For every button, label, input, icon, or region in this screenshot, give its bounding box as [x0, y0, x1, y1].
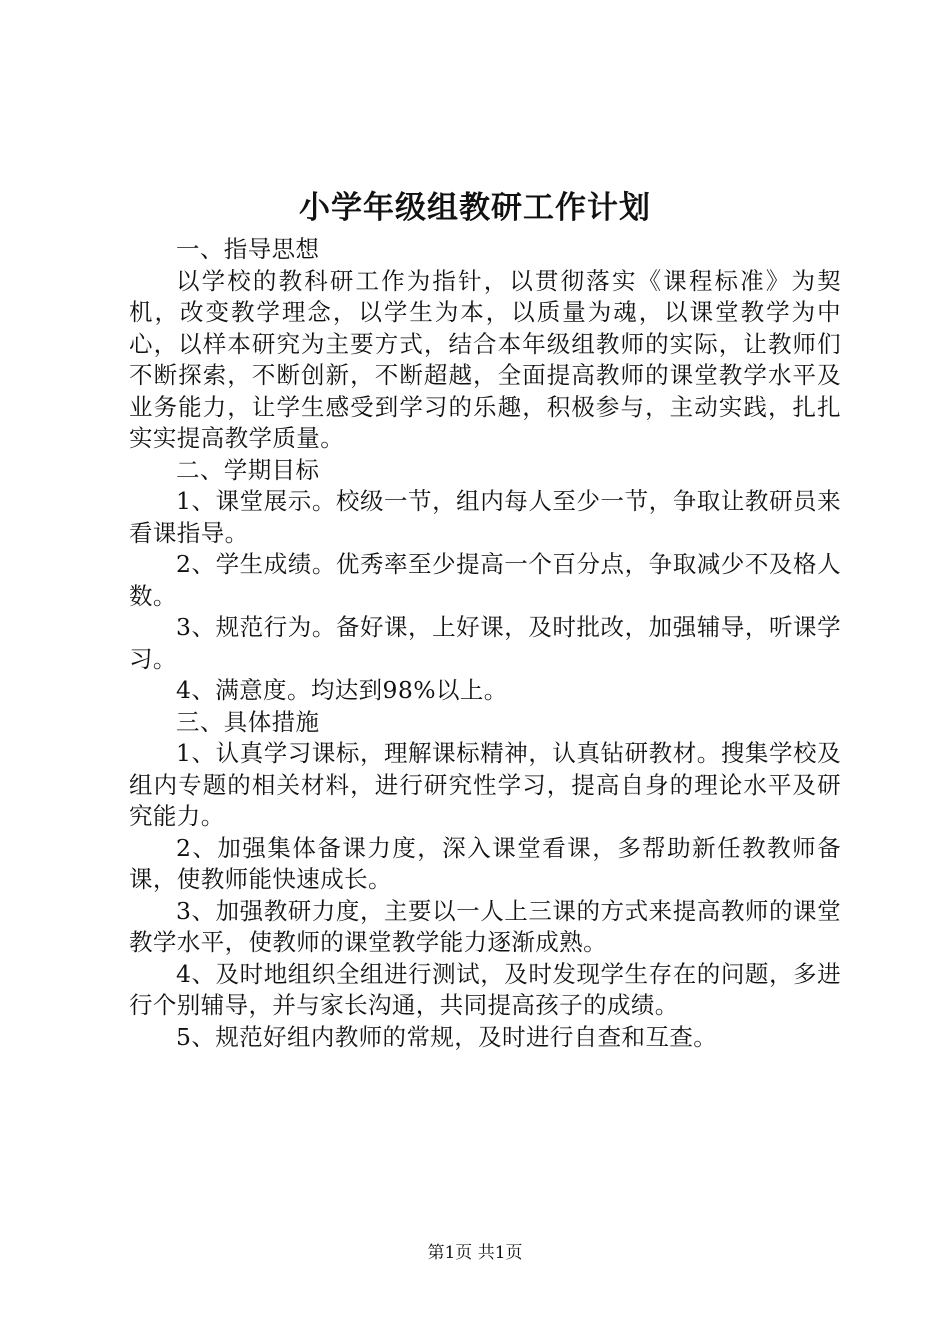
- goal-item-2: 2、学生成绩。优秀率至少提高一个百分点，争取减少不及格人数。: [129, 550, 841, 610]
- goal-item-1: 1、课堂展示。校级一节，组内每人至少一节，争取让教研员来看课指导。: [129, 487, 841, 547]
- page-number-footer: 第1页 共1页: [427, 1243, 523, 1263]
- section-heading-guiding-thought: 一、指导思想: [176, 235, 320, 263]
- goal-item-3: 3、规范行为。备好课，上好课，及时批改，加强辅导，听课学习。: [129, 613, 841, 673]
- measure-item-5: 5、规范好组内教师的常规，及时进行自查和互查。: [176, 1022, 718, 1051]
- section-heading-semester-goals: 二、学期目标: [176, 455, 320, 484]
- measure-item-3: 3、加强教研力度，主要以一人上三课的方式来提高教师的课堂教学水平，使教师的课堂教学能力逐渐成熟。: [129, 896, 841, 956]
- measure-item-4: 4、及时地组织全组进行测试，及时发现学生存在的问题，多进行个别辅导，并与家长沟通，共同提高孩子的成绩。: [129, 959, 841, 1019]
- paragraph-guiding-thought: 以学校的教科研工作为指针，以贯彻落实《课程标准》为契机，改变教学理念，以学生为本，以质量为魂，以课堂教学为中心，以样本研究为主要方式，结合本年级组教师的实际，让教师们不断探索，不断创新，不断超越，全面提高教师的课堂教学水平及业务能力，让学生感受到学习的乐趣，积极参与，主动实践，扎扎实实提高教学质量。: [129, 266, 841, 452]
- measure-item-1: 1、认真学习课标，理解课标精神，认真钻研教材。搜集学校及组内专题的相关材料，进行研究性学习，提高自身的理论水平及研究能力。: [129, 739, 841, 830]
- document-body: [129, 234, 841, 1053]
- section-heading-measures: 三、具体措施: [176, 707, 320, 736]
- document-title: 小学年级组教研工作计划: [299, 190, 651, 226]
- goal-item-4: 4、满意度。均达到98%以上。: [176, 676, 508, 704]
- measure-item-2: 2、加强集体备课力度，深入课堂看课，多帮助新任教教师备课，使教师能快速成长。: [129, 833, 841, 893]
